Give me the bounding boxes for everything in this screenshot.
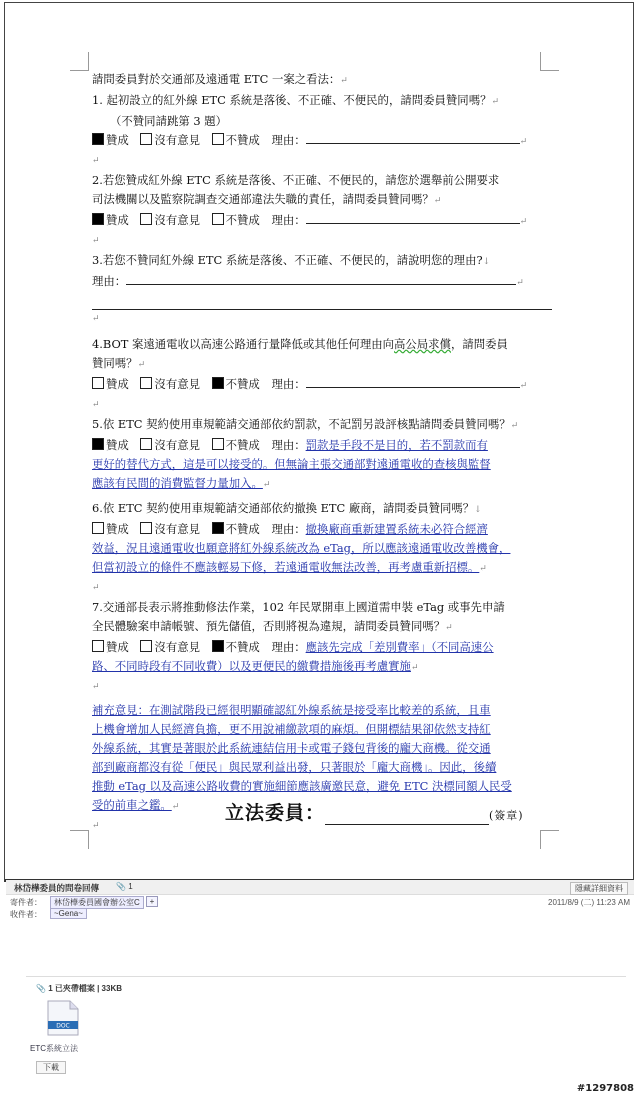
recipient-row: 收件者： ~Gena~ (6, 907, 634, 919)
question-2: 2.若您贊成紅外線 ETC 系統是落後、不正確、不便民的，請您於選舉前公開要求 (92, 173, 500, 187)
answer-text: 撤換廠商重新建置系統未必符合經濟 (305, 522, 488, 536)
answer-text-end: 但當初設立的條件不應該輕易下修，若遠通電收無法改善，再考慮重新招標。↵ (92, 560, 487, 574)
question-5-options: 贊成 沒有意見 不贊成 理由：罰款是手段不是目的，若不罰款而有 (92, 436, 552, 455)
download-button[interactable]: 下載 (36, 1061, 66, 1074)
question-1-note: （不贊同請跳第 3 題） (110, 114, 228, 128)
question-7: 7.交通部長表示將推動修法作業，102 年民眾開車上國道需申裝 eTag 或事先申請 (92, 600, 505, 614)
question-3: 3.若您不贊同紅外線 ETC 系統是落後、不正確、不便民的，請說明您的理由?↓ (92, 253, 491, 267)
checkbox-no-opinion[interactable] (140, 213, 152, 225)
question-1: 1. 起初設立的紅外線 ETC 系統是落後、不正確、不便民的，請問委員贊同嗎？↵ (92, 93, 500, 107)
attachment-file-name[interactable]: ETC系統立法 (30, 1044, 78, 1053)
checkbox-no-opinion[interactable] (140, 640, 152, 652)
supplement-text: 推動 eTag 以及高速公路收費的實施細節應該廣邀民意，避免 ETC 決標同額人民受 (92, 779, 512, 793)
checkbox-agree[interactable] (92, 438, 104, 450)
checkbox-agree[interactable] (92, 377, 104, 389)
answer-text: 應該先完成「差別費率」（不同高速公 (305, 640, 494, 654)
checkbox-no-opinion[interactable] (140, 522, 152, 534)
reason-line (92, 293, 552, 310)
email-date: 2011/8/9 (二) 11:23 AM (548, 898, 630, 907)
question-6: 6.依 ETC 契約使用車規範請交通部依約撤換 ETC 廠商，請問委員贊同嗎？↓ (92, 501, 482, 515)
answer-text: 罰款是手段不是目的，若不罰款而有 (305, 438, 488, 452)
checkbox-disagree[interactable] (212, 438, 224, 450)
email-subject: 林岱樺委員的問卷回傳 (14, 883, 100, 893)
email-header (6, 880, 634, 895)
question-2-cont: 司法機關以及監察院調查交通部違法失職的責任，請問委員贊同嗎？↵ (92, 192, 442, 206)
question-4: 4.BOT 案遠通電收以高速公路通行量降低或其他任何理由向高公局求償，請問委員 (92, 337, 508, 351)
svg-text:DOC: DOC (56, 1022, 70, 1030)
attachments-header: 📎 1 已夾帶檔案 | 33KB (36, 984, 122, 993)
question-2-options: 贊成 沒有意見 不贊成 理由： ↵ (92, 211, 552, 232)
checkbox-disagree[interactable] (212, 213, 224, 225)
question-7-cont: 全民體驗案申請帳號、預先儲值，否則將視為違規，請問委員贊同嗎？↵ (92, 619, 453, 633)
supplement-text: 部到廠商都沒有從「便民」與民眾利益出發，只著眼於「龐大商機」。因此，後續 (92, 760, 497, 774)
watermark: #1297808 (576, 1083, 634, 1094)
question-3-reason: 理由： ↵ (92, 274, 524, 288)
page-corner-mark (70, 52, 89, 71)
hide-details-button[interactable]: 隱藏詳細資料 (570, 882, 628, 895)
answer-text-end: 路、不同時段有不同收費）以及更便民的繳費措施後再考慮實施↵ (92, 659, 419, 673)
add-contact-button[interactable]: + (146, 896, 158, 907)
checkbox-disagree[interactable] (212, 640, 224, 652)
checkbox-disagree[interactable] (212, 377, 224, 389)
sender-chip[interactable]: 林岱樺委員國會辦公室C (50, 896, 144, 909)
question-6-options: 贊成 沒有意見 不贊成 理由：撤換廠商重新建置系統未必符合經濟 (92, 520, 552, 539)
signature-line: 立法委員： (簽章) (225, 802, 524, 824)
checkbox-disagree[interactable] (212, 133, 224, 145)
supplement-text: 上機會增加人民經濟負擔，更不用說補繳款項的麻煩。但開標結果卻依然支持紅 (92, 722, 491, 736)
email-viewer (6, 880, 634, 1072)
checkbox-no-opinion[interactable] (140, 133, 152, 145)
supplement-text-end: 受的前車之鑑。↵ (92, 798, 180, 812)
sender-row: 寄件者： 林岱樺委員國會辦公室C + 2011/8/9 (二) 11:23 AM (10, 897, 630, 907)
question-4-options: 贊成 沒有意見 不贊成 理由： ↵ (92, 375, 552, 396)
supplement-text: 外線系統，其實是著眼於此系統連結信用卡或電子錢包背後的龐大商機。從交通 (92, 741, 491, 755)
page-corner-mark (70, 830, 89, 849)
supplement-text: 補充意見：在測試階段已經很明顯確認紅外線系統是接受率比較差的系統，且車 (92, 703, 491, 717)
checkbox-agree[interactable] (92, 640, 104, 652)
checkbox-agree[interactable] (92, 133, 104, 145)
checkbox-no-opinion[interactable] (140, 438, 152, 450)
doc-file-icon[interactable] (44, 999, 82, 1037)
page-corner-mark (540, 52, 559, 71)
recipient-chip[interactable]: ~Gena~ (50, 908, 87, 919)
questionnaire: 請問委員對於交通部及遠通電 ETC 一案之看法：↵ 1. 起初設立的紅外線 ETC 系統是落後、不正確、不便民的，請問委員贊同嗎？↵ （不贊同請跳第 3 題） 贊成 沒有意見 不贊成 理由： ↵ ↵ 2.若您贊成紅外線 ETC 系統是落後、不正確、不便民的，請您於選舉前公開要求 司法機關以及監察院調查交通部違法失職的責任，請問委員贊同嗎？↵ 贊成 沒有意見 不贊成 理由： ↵ ↵ 3.若您不贊同紅外線 ETC 系統是落後、不正確、不便民的，請說明您的理由?↓ 理由： ↵ ↵ 4.BOT 案遠通電收以高速公路通行量降低或其他任何理由向高公局求償，請問委員 贊同嗎？↵ 贊成 沒有意見 不贊成 理由： ↵ ↵ 5.依 ETC 契約使用車規範請交通部依約罰款，不記罰另設評核點請問委員贊同嗎？↵ 贊成 沒有意見 不贊成 理由：罰款是手段不是目的，若不罰款而有 更好的替代方式，這是可以接受的。但無論主張交通部對遠通電收的查核與監督 應該有民間的消費監督力量加入。↵ 6.依 ETC 契約使用車規範請交通部依約撤換 ETC 廠商，請問委員贊同嗎？↓ 贊成 沒有意見 不贊成 理由：撤換廠商重新建置系統未必符合經濟 效益，況且遠通電收也願意將紅外線系統改為 eTag，所以應該遠通電收改善機會， 但當初設立的條件不應該輕易下修，若遠通電收無法改善，再考慮重新招標。↵ ↵ 7.交通部長表示將推動修法作業，102 年民眾開車上國道需申裝 eTag 或事先申請 全民體驗案申請帳號、預先儲值，否則將視為違規，請問委員贊同嗎？↵ 贊成 沒有意見 不贊成 理由：應該先完成「差別費率」（不同高速公 路、不同時段有不同收費）以及更便民的繳費措施後再考慮實施↵ ↵ 補充意見：在測試階段已經很明顯確認紅外線系統是接受率比較差的系統，且車 上機會增加人民經濟負擔，更不用說補繳款項的麻煩。但開標結果卻依然支持紅 外線系統，其實是著眼於此系統連結信用卡或電子錢包背後的龐大商機。從交通 部到廠商都沒有從「便民」與民眾利益出發，只著眼於「龐大商機」。因此，後續 推動 eTag 以及高速公路收費的實施細節應該廣邀民意，避免 ETC 決標同額人民受 受的前車之鑑。↵ ↵ (92, 70, 552, 836)
answer-text: 更好的替代方式，這是可以接受的。但無論主張交通部對遠通電收的查核與監督 (92, 457, 491, 471)
answer-text-end: 應該有民間的消費監督力量加入。↵ (92, 476, 271, 490)
attachment-count[interactable]: 📎 1 (116, 882, 133, 891)
question-7-options: 贊成 沒有意見 不贊成 理由：應該先完成「差別費率」（不同高速公 (92, 638, 552, 657)
checkbox-agree[interactable] (92, 522, 104, 534)
attachments-panel (26, 976, 626, 1075)
checkbox-disagree[interactable] (212, 522, 224, 534)
question-5: 5.依 ETC 契約使用車規範請交通部依約罰款，不記罰另設評核點請問委員贊同嗎？↵ (92, 417, 519, 431)
checkbox-no-opinion[interactable] (140, 377, 152, 389)
question-4-cont: 贊同嗎？↵ (92, 356, 146, 370)
checkbox-agree[interactable] (92, 213, 104, 225)
question-1-options: 贊成 沒有意見 不贊成 理由： ↵ (92, 131, 552, 152)
intro-text: 請問委員對於交通部及遠通電 ETC 一案之看法：↵ (92, 72, 348, 86)
answer-text: 效益，況且遠通電收也願意將紅外線系統改為 eTag，所以應該遠通電收改善機會， (92, 541, 511, 555)
